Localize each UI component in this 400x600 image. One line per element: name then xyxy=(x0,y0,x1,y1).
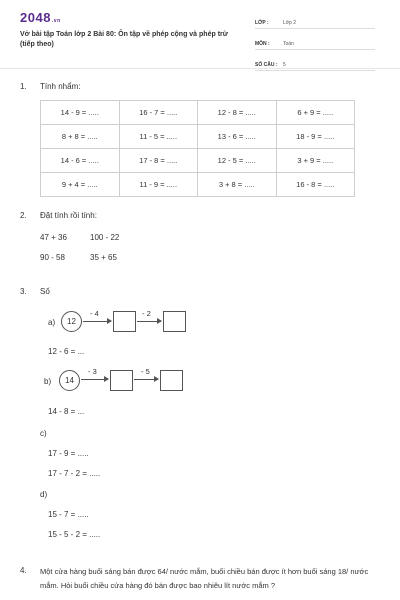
q3c-label: c) xyxy=(40,429,47,438)
table-cell: 14 - 9 = ..... xyxy=(41,101,120,125)
arrow-right-icon xyxy=(137,321,161,322)
arrow-right-icon xyxy=(81,379,108,380)
q3a-box1[interactable] xyxy=(113,311,136,332)
table-cell: 11 - 5 = ..... xyxy=(119,125,198,149)
q3b-start-circle: 14 xyxy=(59,370,80,391)
q2-item: 100 - 22 xyxy=(90,233,120,242)
table-cell: 16 - 7 = ..... xyxy=(119,101,198,125)
q3a-op1-label: - 4 xyxy=(90,309,99,318)
table-row xyxy=(41,173,355,197)
q3a-start-circle: 12 xyxy=(61,311,82,332)
q2-item: 90 - 58 xyxy=(40,253,65,262)
table-cell: 13 - 6 = ..... xyxy=(198,125,277,149)
table-cell: 6 + 9 = ..... xyxy=(276,101,355,125)
count-label: SỐ CÂU : xyxy=(255,62,278,68)
q3b-box2[interactable] xyxy=(160,370,183,391)
q2-number: 2. xyxy=(20,211,27,220)
table-cell: 3 + 9 = ..... xyxy=(276,149,355,173)
q3a-op2-label: - 2 xyxy=(142,309,151,318)
q1-table xyxy=(40,100,355,197)
q3-text: Số xyxy=(40,287,50,296)
q3b-line: 14 - 8 = ... xyxy=(48,407,85,416)
q4-number: 4. xyxy=(20,566,27,575)
q3b-label: b) xyxy=(44,377,52,386)
q3c-line: 17 - 7 - 2 = ..... xyxy=(48,469,101,478)
q1-number: 1. xyxy=(20,82,27,91)
table-row xyxy=(41,125,355,149)
subject-row xyxy=(255,35,375,50)
table-cell: 3 + 8 = ..... xyxy=(198,173,277,197)
subject-label: MÔN : xyxy=(255,41,270,47)
class-label: LỚP : xyxy=(255,20,269,26)
class-row xyxy=(255,14,375,29)
table-cell: 18 - 9 = ..... xyxy=(276,125,355,149)
table-cell: 14 - 6 = ..... xyxy=(41,149,120,173)
q3a-line: 12 - 6 = ... xyxy=(48,347,85,356)
table-cell: 12 - 8 = ..... xyxy=(198,101,277,125)
q2-text: Đặt tính rồi tính: xyxy=(40,211,97,220)
q3b-op2-label: - 5 xyxy=(141,367,150,376)
q3a-label: a) xyxy=(48,318,56,327)
logo-text: 2048 xyxy=(20,10,51,25)
table-cell: 16 - 8 = ..... xyxy=(276,173,355,197)
q3-number: 3. xyxy=(20,287,27,296)
subject-value: Toán xyxy=(283,41,294,47)
q2-item: 35 + 65 xyxy=(90,253,117,262)
header-divider xyxy=(0,68,400,69)
q3d-line: 15 - 5 - 2 = ..... xyxy=(48,530,101,539)
table-cell: 11 - 9 = ..... xyxy=(119,173,198,197)
count-value: 5 xyxy=(283,62,286,68)
table-cell: 9 + 4 = ..... xyxy=(41,173,120,197)
table-cell: 17 - 8 = ..... xyxy=(119,149,198,173)
table-cell: 8 + 8 = ..... xyxy=(41,125,120,149)
q3d-line: 15 - 7 = ..... xyxy=(48,510,89,519)
arrow-right-icon xyxy=(83,321,111,322)
arrow-right-icon xyxy=(134,379,158,380)
class-value: Lớp 2 xyxy=(283,20,297,26)
table-row xyxy=(41,149,355,173)
page-title: Vở bài tập Toán lớp 2 Bài 80: Ôn tập về phép cộng và phép trừ (tiếp theo) xyxy=(20,31,228,48)
table-row xyxy=(41,101,355,125)
q3b-box1[interactable] xyxy=(110,370,133,391)
logo xyxy=(20,10,61,25)
q3d-label: d) xyxy=(40,490,48,499)
q4-text: Một cửa hàng buổi sáng bán được 64/ nước mắm, buổi chiều bán được ít hơn buổi sáng 18/ nước mắm. Hỏi buổi chiều cửa hàng đó bán được bao nhiêu lít nước mắm ? xyxy=(40,567,369,590)
q3c-line: 17 - 9 = ..... xyxy=(48,449,89,458)
table-cell: 12 - 5 = ..... xyxy=(198,149,277,173)
q2-item: 47 + 36 xyxy=(40,233,67,242)
q1-text: Tính nhẩm: xyxy=(40,82,81,91)
logo-suffix: .vn xyxy=(51,18,61,24)
q3b-op1-label: - 3 xyxy=(88,367,97,376)
q3a-box2[interactable] xyxy=(163,311,186,332)
